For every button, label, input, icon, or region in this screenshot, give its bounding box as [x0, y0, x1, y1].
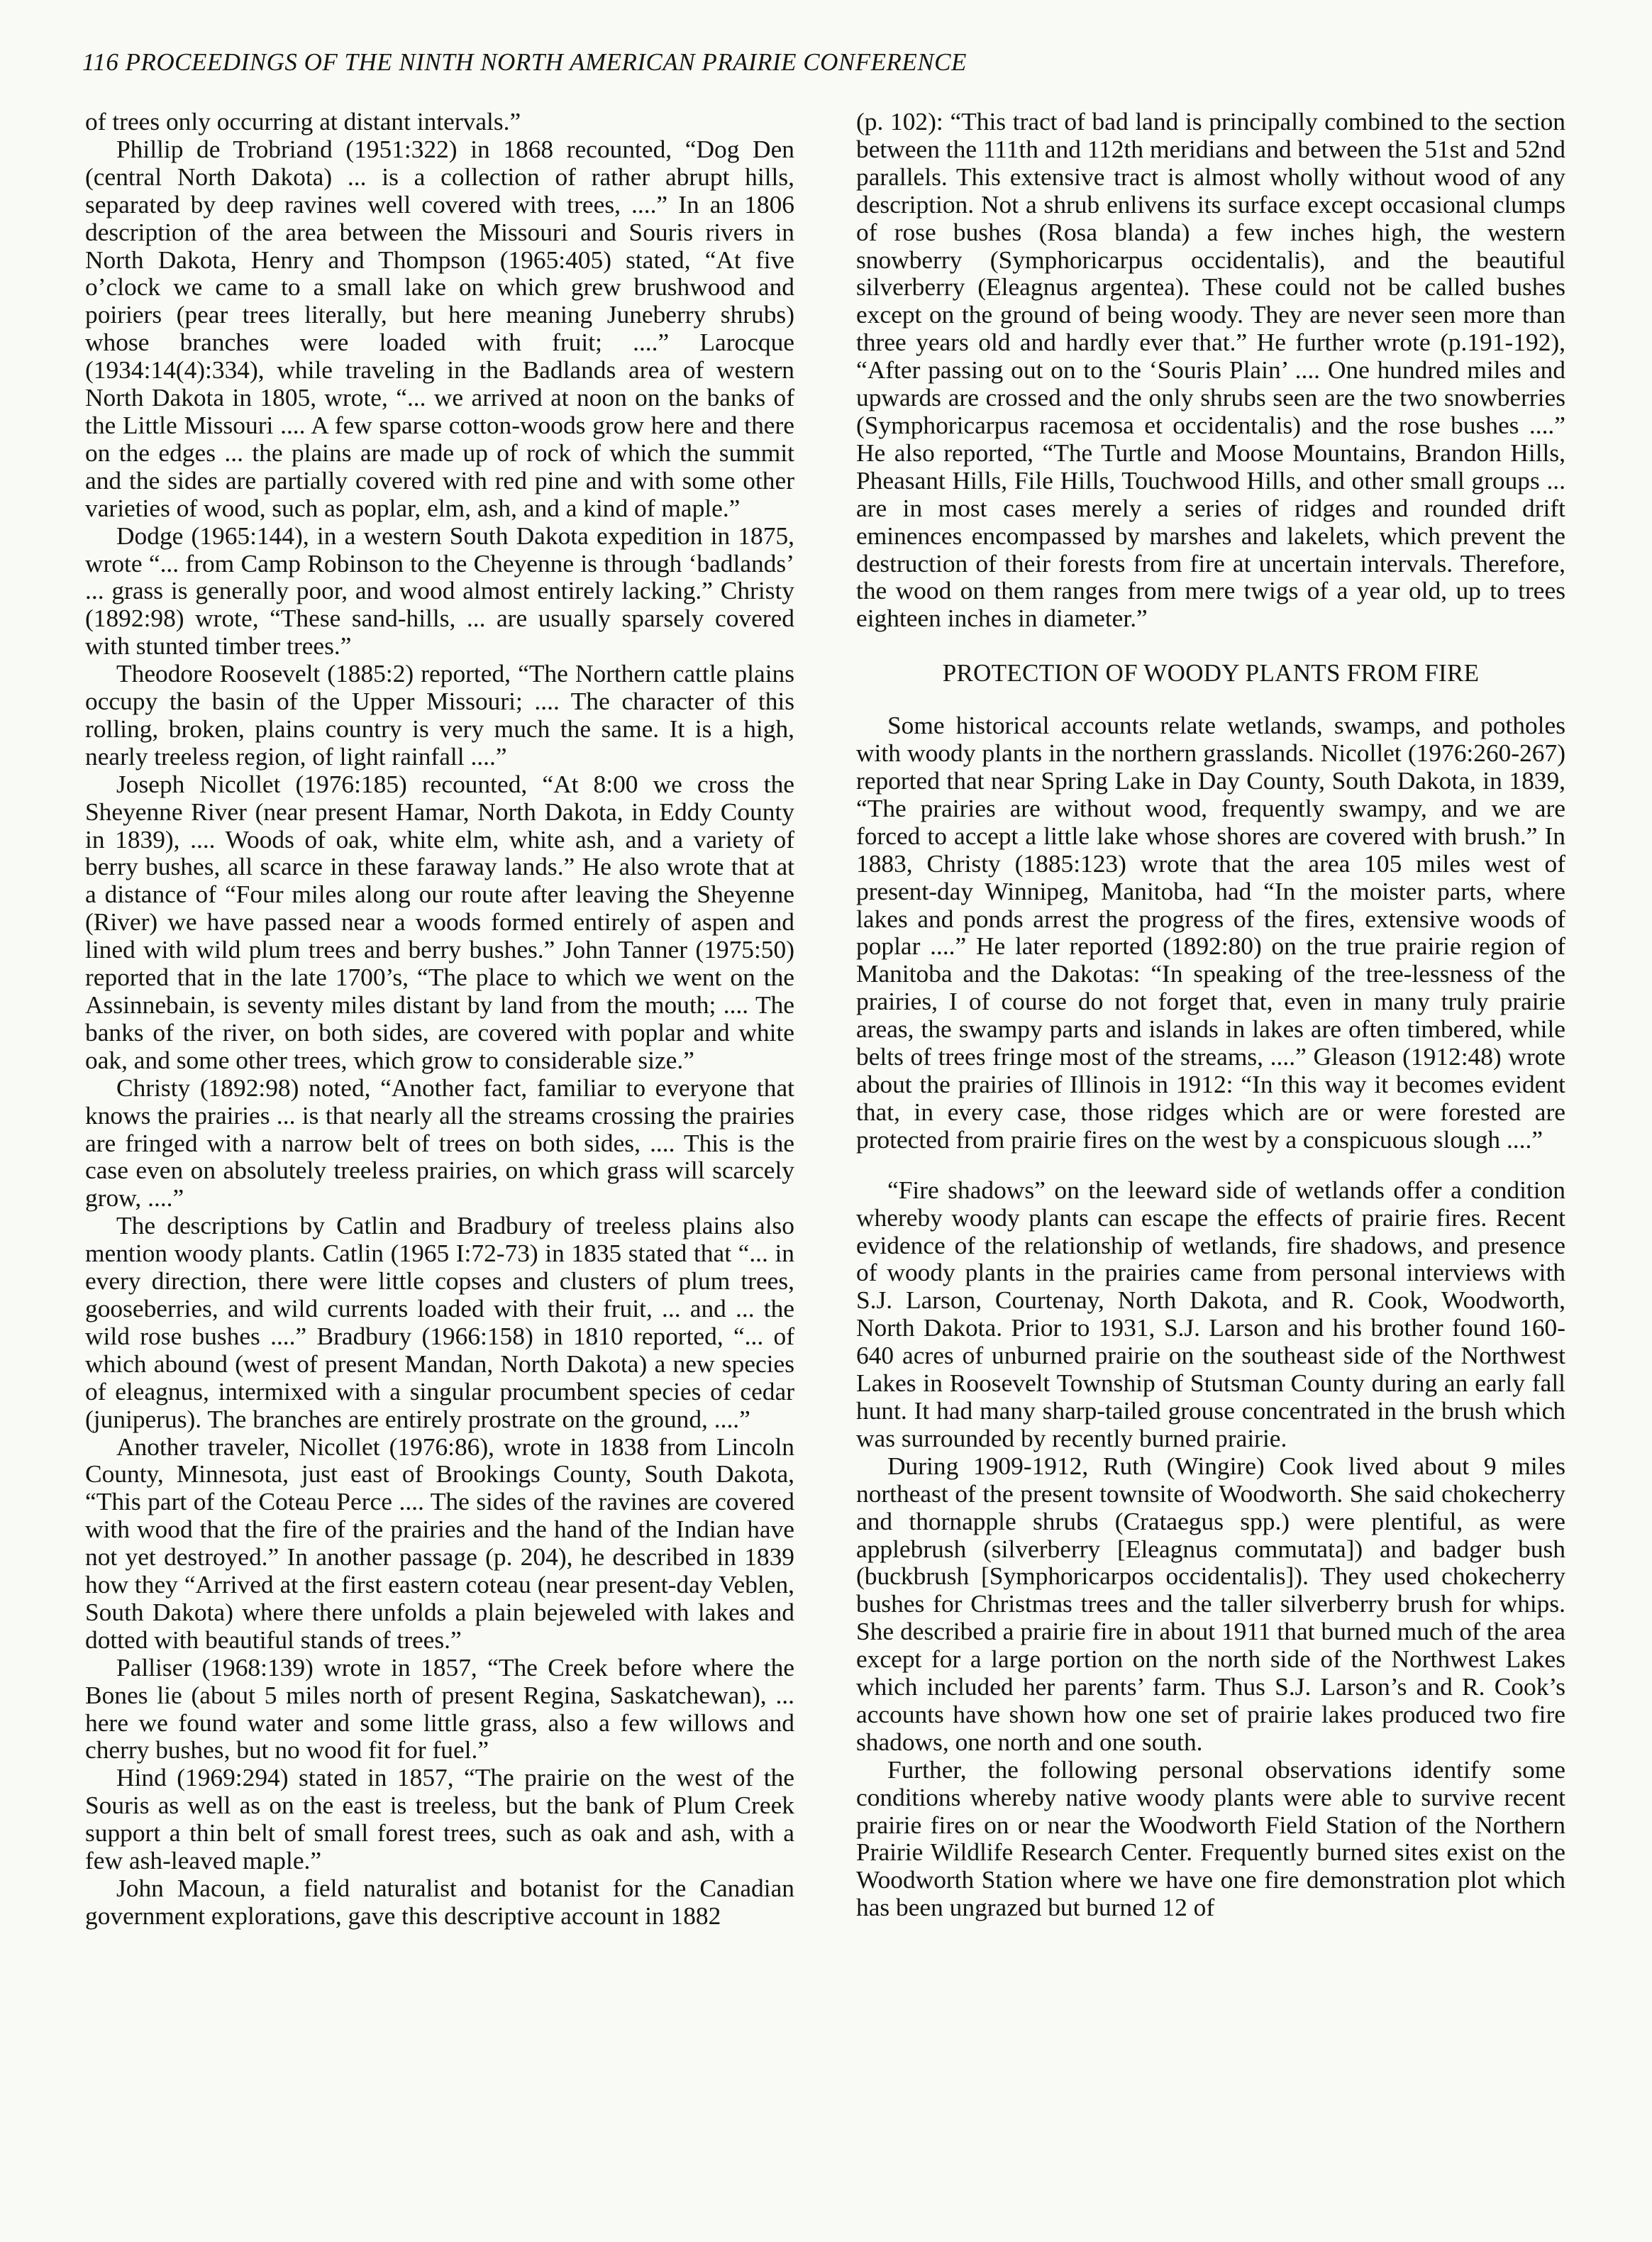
paragraph: Further, the following personal observations identify some conditions whereby native woody plants were able to survive recent prairie fires on or near the Woodworth Field Station of the Northern Prairie Wildlife Research Center. Frequently burned sites exist on the Woodworth Station where we have one fire demonstration plot which has been ungrazed but burned 12 of — [856, 1755, 1565, 1922]
paragraph: Another traveler, Nicollet (1976:86), wrote in 1838 from Lincoln County, Minnesota, just east of Brookings County, South Dakota, “This part of the Coteau Perce .... The sides of the ravines are covered with wood that the fire of the prairies and the hand of the Indian have not yet destroyed.” In another passage (p. 204), he described in 1839 how they “Arrived at the first eastern coteau (near present-day Veblen, South Dakota) where there unfolds a plain bejeweled with lakes and dotted with beautiful stands of trees.” — [85, 1432, 794, 1654]
paragraph: John Macoun, a field naturalist and botanist for the Canadian government explorations, gave this descriptive account in 1882 — [85, 1874, 794, 1930]
paragraph: Hind (1969:294) stated in 1857, “The prairie on the west of the Souris as well as on the east is treeless, but the bank of Plum Creek support a thin belt of small forest trees, such as oak and ash, with a few ash-leaved maple.” — [85, 1763, 794, 1875]
paragraph: Theodore Roosevelt (1885:2) reported, “The Northern cattle plains occupy the basin of the Upper Missouri; .... The character of this rolling, broken, plains country is very much the same. It is a high, nearly treeless region, of light rainfall ....” — [85, 659, 794, 771]
paragraph: During 1909-1912, Ruth (Wingire) Cook lived about 9 miles northeast of the present townsite of Woodworth. She said chokecherry and thornapple shrubs (Crataegus spp.) were plentiful, as were applebrush (silverberry [Eleagnus commutata]) and badger bush (buckbrush [Symphoricarpos occidentalis]). They used chokecherry bushes for Christmas trees and the taller silverberry brush for whips. She described a prairie fire in about 1911 that burned much of the area except for a large portion on the north side of the Northwest Lakes which included her parents’ farm. Thus S.J. Larson’s and R. Cook’s accounts have shown how one set of prairie lakes produced two fire shadows, one north and one south. — [856, 1451, 1565, 1756]
paragraph: (p. 102): “This tract of bad land is principally combined to the section between the 111th and 112th meridians and between the 51st and 52nd parallels. This extensive tract is almost wholly without wood of any description. Not a shrub enlivens its surface except occasional clumps of rose bushes (Rosa blanda) a few inches high, the western snowberry (Symphoricarpus occidentalis), and the beautiful silverberry (Eleagnus argentea). These could not be called bushes except on the ground of being woody. They are never seen more than three years old and hardly ever that.” He further wrote (p.191-192), “After passing out on to the ‘Souris Plain’ .... One hundred miles and upwards are crossed and the only shrubs seen are the two snowberries (Symphoricarpus racemosa et occidentalis) and the rose bushes ....” He also reported, “The Turtle and Moose Mountains, Brandon Hills, Pheasant Hills, File Hills, Touchwood Hills, and other small groups ... are in most cases merely a series of ridges and rounded drift eminences encompassed by marshes and lakelets, which prevent the destruction of their forests from fire at uncertain intervals. Therefore, the wood on them ranges from mere twigs of a year old, up to trees eighteen inches in diameter.” — [856, 107, 1565, 633]
paragraph: Christy (1892:98) noted, “Another fact, familiar to everyone that knows the prairies ... is that nearly all the streams crossing the prairies are fringed with a narrow belt of trees on both sides, .... This is the case even on absolutely treeless prairies, on which grass will scarcely grow, ....” — [85, 1073, 794, 1213]
paragraph: Dodge (1965:144), in a western South Dakota expedition in 1875, wrote “... from Camp Robinson to the Cheyenne is through ‘badlands’ ... grass is generally poor, and wood almost entirely lacking.” Christy (1892:98) wrote, “These sand-hills, ... are usually sparsely covered with stunted timber trees.” — [85, 521, 794, 661]
paragraph: Some historical accounts relate wetlands, swamps, and potholes with woody plants in the northern grasslands. Nicollet (1976:260-267) reported that near Spring Lake in Day County, South Dakota, in 1839, “The prairies are without wood, frequently swampy, and we are forced to accept a little lake whose shores are covered with brush.” In 1883, Christy (1885:123) wrote that the area 105 miles west of present-day Winnipeg, Manitoba, had “In the moister parts, where lakes and ponds arrest the progress of the fires, extensive woods of poplar ....” He later reported (1892:80) on the true prairie region of Manitoba and the Dakotas: “In speaking of the tree-lessness of the prairies, I of course do not forget that, even in many truly prairie areas, the swampy parts and islands in lakes are often timbered, while belts of trees fringe most of the streams, ....” Gleason (1912:48) wrote about the prairies of Illinois in 1912: “In this way it becomes evident that, in every case, those ridges which are or were forested are protected from prairie fires on the west by a conspicuous slough ....” — [856, 711, 1565, 1154]
running-head: 116 PROCEEDINGS OF THE NINTH NORTH AMERICAN PRAIRIE CONFERENCE — [82, 48, 967, 76]
paragraph: of trees only occurring at distant intervals.” — [85, 107, 521, 136]
section-heading: PROTECTION OF WOODY PLANTS FROM FIRE — [942, 659, 1480, 687]
right-column — [856, 108, 1565, 1921]
paragraph: The descriptions by Catlin and Bradbury of treeless plains also mention woody plants. Catlin (1965 I:72-73) in 1835 stated that “... in every direction, there were little copses and clusters of plum trees, gooseberries, and wild currents loaded with their fruit, ... and ... the wild rose bushes ....” Bradbury (1966:158) in 1810 reported, “... of which abound (west of present Mandan, North Dakota) a new species of eleagnus, intermixed with a singular procumbent species of cedar (juniperus). The branches are entirely prostrate on the ground, ....” — [85, 1211, 794, 1433]
paragraph: Phillip de Trobriand (1951:322) in 1868 recounted, “Dog Den (central North Dakota) ... is a collection of rather abrupt hills, separated by deep ravines well covered with trees, ....” In an 1806 description of the area between the Missouri and Souris rivers in North Dakota, Henry and Thompson (1965:405) stated, “At five o’clock we came to a small lake on which grew brushwood and poiriers (pear trees literally, but here meaning Juneberry shrubs) whose branches were loaded with fruit; ....” Larocque (1934:14(4):334), while traveling in the Badlands area of western North Dakota in 1805, wrote, “... we arrived at noon on the banks of the Little Missouri .... A few sparse cotton-woods grow here and there on the edges ... the plains are made up of rock of which the summit and the sides are partially covered with red pine and with some other varieties of wood, such as poplar, elm, ash, and a kind of maple.” — [85, 134, 794, 522]
paragraph: Joseph Nicollet (1976:185) recounted, “At 8:00 we cross the Sheyenne River (near present Hamar, North Dakota, in Eddy County in 1839), .... Woods of oak, white elm, white ash, and a variety of berry bushes, all scarce in these faraway lands.” He also wrote that at a distance of “Four miles along our route after leaving the Sheyenne (River) we have passed near a woods formed entirely of aspen and lined with wild plum trees and berry bushes.” John Tanner (1975:50) reported that in the late 1700’s, “The place to which we went on the Assinnebain, is seventy miles distant by land from the mouth; .... The banks of the river, on both sides, are covered with poplar and white oak, and some other trees, which grow to considerable size.” — [85, 769, 794, 1074]
left-column — [85, 108, 794, 1930]
paragraph: “Fire shadows” on the leeward side of wetlands offer a condition whereby woody plants can escape the effects of prairie fires. Recent evidence of the relationship of wetlands, fire shadows, and presence of woody plants in the prairies came from personal interviews with S.J. Larson, Courtenay, North Dakota, and R. Cook, Woodworth, North Dakota. Prior to 1931, S.J. Larson and his brother found 160-640 acres of unburned prairie on the southeast side of the Northwest Lakes in Roosevelt Township of Stutsman County during an early fall hunt. It had many sharp-tailed grouse concentrated in the brush which was surrounded by recently burned prairie. — [856, 1175, 1565, 1452]
paragraph: Palliser (1968:139) wrote in 1857, “The Creek before where the Bones lie (about 5 miles north of present Regina, Saskatchewan), ... here we found water and some little grass, also a few willows and cherry bushes, but no wood fit for fuel.” — [85, 1652, 794, 1765]
